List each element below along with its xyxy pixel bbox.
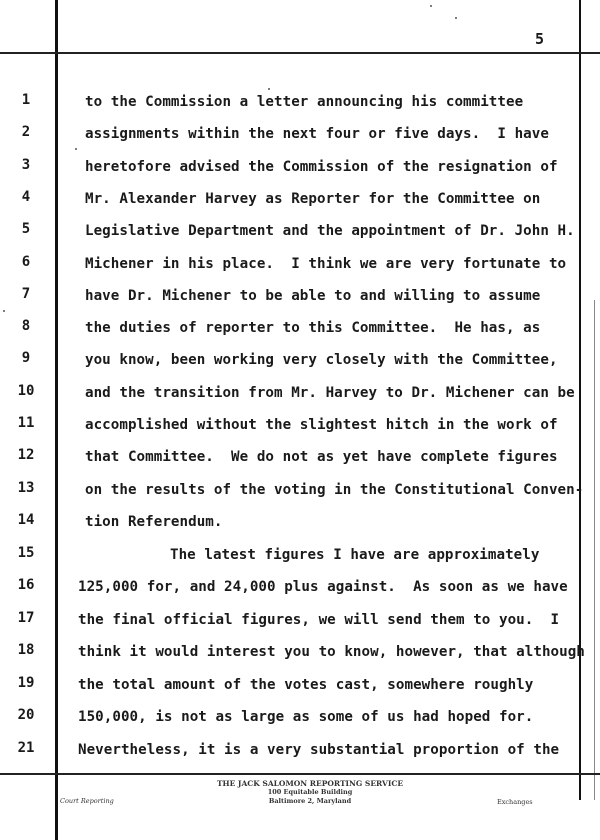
transcript-line xyxy=(0,221,600,245)
transcript-line xyxy=(0,189,600,213)
line-number: 4 xyxy=(21,189,31,205)
footer-address-line1: 100 Equitable Building xyxy=(267,788,353,796)
line-text: the total amount of the votes cast, somewhere roughly xyxy=(78,677,534,693)
transcript-line xyxy=(0,610,600,634)
line-number: 12 xyxy=(17,447,35,463)
line-number: 2 xyxy=(21,124,31,140)
line-text: 125,000 for, and 24,000 plus against. As soon as we have xyxy=(78,579,568,595)
line-text: you know, been working very closely with the Committee, xyxy=(85,352,558,368)
transcript-line xyxy=(0,480,600,504)
line-number: 14 xyxy=(17,512,35,528)
line-text: think it would interest you to know, however, that although xyxy=(78,644,585,660)
line-number: 19 xyxy=(17,675,35,691)
footer-rule xyxy=(0,773,600,775)
transcript-line xyxy=(0,415,600,439)
footer-right-label: Exchanges xyxy=(497,798,533,806)
transcript-line xyxy=(0,92,600,116)
transcript-line xyxy=(0,642,600,666)
line-number: 18 xyxy=(17,642,35,658)
transcript-line xyxy=(0,675,600,699)
transcript-line xyxy=(0,707,600,731)
line-text: to the Commission a letter announcing his committee xyxy=(85,94,524,110)
transcript-line xyxy=(0,545,600,569)
line-text: heretofore advised the Commission of the resignation of xyxy=(85,159,558,175)
line-number: 9 xyxy=(21,350,31,366)
transcript-line xyxy=(0,286,600,310)
line-number: 11 xyxy=(17,415,35,431)
line-text: Legislative Department and the appointment of Dr. John H. xyxy=(85,223,575,239)
line-text: have Dr. Michener to be able to and willing to assume xyxy=(85,288,541,304)
line-text: Nevertheless, it is a very substantial proportion of the xyxy=(78,742,560,758)
line-number: 3 xyxy=(21,157,31,173)
line-text: The latest figures I have are approximately xyxy=(170,547,540,563)
transcript-line xyxy=(0,350,600,374)
line-number: 8 xyxy=(21,318,31,334)
line-number: 20 xyxy=(17,707,35,723)
line-text: on the results of the voting in the Constitutional Conven- xyxy=(85,482,584,498)
line-text: the duties of reporter to this Committee. He has, as xyxy=(85,320,541,336)
footer-address-line2: Baltimore 2, Maryland xyxy=(268,797,352,805)
transcript-line xyxy=(0,383,600,407)
line-text: accomplished without the slightest hitch in the work of xyxy=(85,417,558,433)
transcript-line xyxy=(0,512,600,536)
line-number: 15 xyxy=(17,545,35,561)
line-text: Mr. Alexander Harvey as Reporter for the Committee on xyxy=(85,191,541,207)
line-number: 13 xyxy=(17,480,35,496)
header-rule xyxy=(0,52,600,54)
line-text: tion Referendum. xyxy=(85,514,223,530)
footer-left-label: Court Reporting xyxy=(60,797,114,805)
line-text: Michener in his place. I think we are very fortunate to xyxy=(85,256,567,272)
scan-speck xyxy=(455,17,457,19)
footer-letterhead xyxy=(200,779,420,806)
transcript-line xyxy=(0,740,600,764)
line-text: assignments within the next four or five days. I have xyxy=(85,126,549,142)
transcript-line xyxy=(0,157,600,181)
transcript-line xyxy=(0,124,600,148)
line-number: 17 xyxy=(17,610,35,626)
line-number: 1 xyxy=(21,92,31,108)
line-number: 7 xyxy=(21,286,31,302)
transcript-line xyxy=(0,318,600,342)
line-number: 6 xyxy=(21,254,31,270)
line-text: and the transition from Mr. Harvey to Dr. Michener can be xyxy=(85,385,575,401)
line-number: 10 xyxy=(17,383,35,399)
scan-speck xyxy=(3,310,5,312)
line-text: that Committee. We do not as yet have complete figures xyxy=(85,449,558,465)
line-text: the final official figures, we will send them to you. I xyxy=(78,612,560,628)
scan-speck xyxy=(268,88,270,90)
transcript-line xyxy=(0,447,600,471)
transcript-line xyxy=(0,254,600,278)
footer-company: THE JACK SALOMON REPORTING SERVICE xyxy=(216,779,404,788)
line-number: 5 xyxy=(21,221,31,237)
line-number: 16 xyxy=(17,577,35,593)
line-text: 150,000, is not as large as some of us had hoped for. xyxy=(78,709,534,725)
scan-speck xyxy=(75,148,77,150)
page-number: 5 xyxy=(535,30,545,48)
line-number: 21 xyxy=(17,740,35,756)
scan-speck xyxy=(430,5,432,7)
transcript-line xyxy=(0,577,600,601)
